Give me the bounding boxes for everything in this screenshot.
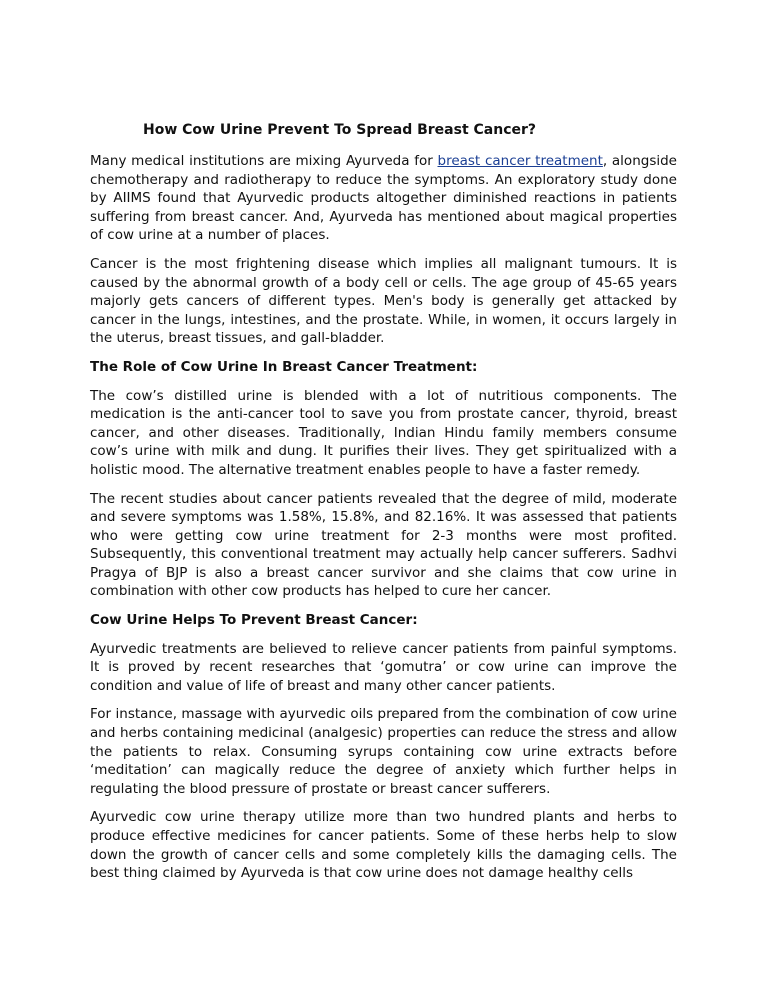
paragraph-ayurvedic-treatments: Ayurvedic treatments are believed to relieve cancer patients from painful symptoms. It is proved by recent researches that ‘gomutra’ or cow urine can improve the condition and value of life of breast and many other cancer patients. bbox=[90, 640, 677, 694]
intro-paragraph bbox=[90, 152, 677, 245]
breast-cancer-treatment-link[interactable]: breast cancer treatment bbox=[437, 153, 603, 169]
paragraph-recent-studies: The recent studies about cancer patients revealed that the degree of mild, moderate and severe symptoms was 1.58%, 15.8%, and 82.16%. It was assessed that patients who were getting cow urine treatment for 2-3 months were most profited. Subsequently, this conventional treatment may actually help cancer sufferers. Sadhvi Pragya of BJP is also a breast cancer survivor and she claims that cow urine in combination with other cow products has helped to cure her cancer. bbox=[90, 490, 677, 600]
paragraph-cancer-overview: Cancer is the most frightening disease which implies all malignant tumours. It is caused by the abnormal growth of a body cell or cells. The age group of 45-65 years majorly gets cancers of different types. Men's body is generally get attacked by cancer in the lungs, intestines, and the prostate. While, in women, it occurs largely in the uterus, breast tissues, and gall-bladder. bbox=[90, 255, 677, 347]
paragraph-herbs-therapy: Ayurvedic cow urine therapy utilize more than two hundred plants and herbs to produce effective medicines for cancer patients. Some of these herbs help to slow down the growth of cancer cells and some completely kills the damaging cells. The best thing claimed by Ayurveda is that cow urine does not damage healthy cells bbox=[90, 809, 677, 882]
intro-text-after-link: , alongside chemotherapy and radiotherapy to reduce the symptoms. An exploratory study done by AIIMS found that Ayurvedic products altogether diminished reactions in patients suffering from breast cancer. And, Ayurveda has mentioned about magical properties of cow urine at a number of places. bbox=[90, 153, 677, 244]
document-body bbox=[90, 120, 677, 893]
section-heading-role: The Role of Cow Urine In Breast Cancer Treatment: bbox=[90, 358, 478, 375]
document-title: How Cow Urine Prevent To Spread Breast Cancer? bbox=[143, 122, 537, 138]
section-heading-prevent: Cow Urine Helps To Prevent Breast Cancer: bbox=[90, 612, 418, 629]
intro-text-before-link: Many medical institutions are mixing Ayurveda for bbox=[90, 153, 438, 169]
paragraph-massage-example: For instance, massage with ayurvedic oils prepared from the combination of cow urine and herbs containing medicinal (analgesic) properties can reduce the stress and allow the patients to relax. Consuming syrups containing cow urine extracts before ‘meditation’ can magically reduce the degree of anxiety which further helps in regulating the blood pressure of prostate or breast cancer sufferers. bbox=[90, 706, 677, 797]
paragraph-cow-urine-components: The cow’s distilled urine is blended with a lot of nutritious components. The medication is the anti-cancer tool to save you from prostate cancer, thyroid, breast cancer, and other diseases. Traditionally, Indian Hindu family members consume cow’s urine with milk and dung. It purifies their lives. They get spiritualized with a holistic mood. The alternative treatment enables people to have a faster remedy. bbox=[90, 387, 677, 478]
